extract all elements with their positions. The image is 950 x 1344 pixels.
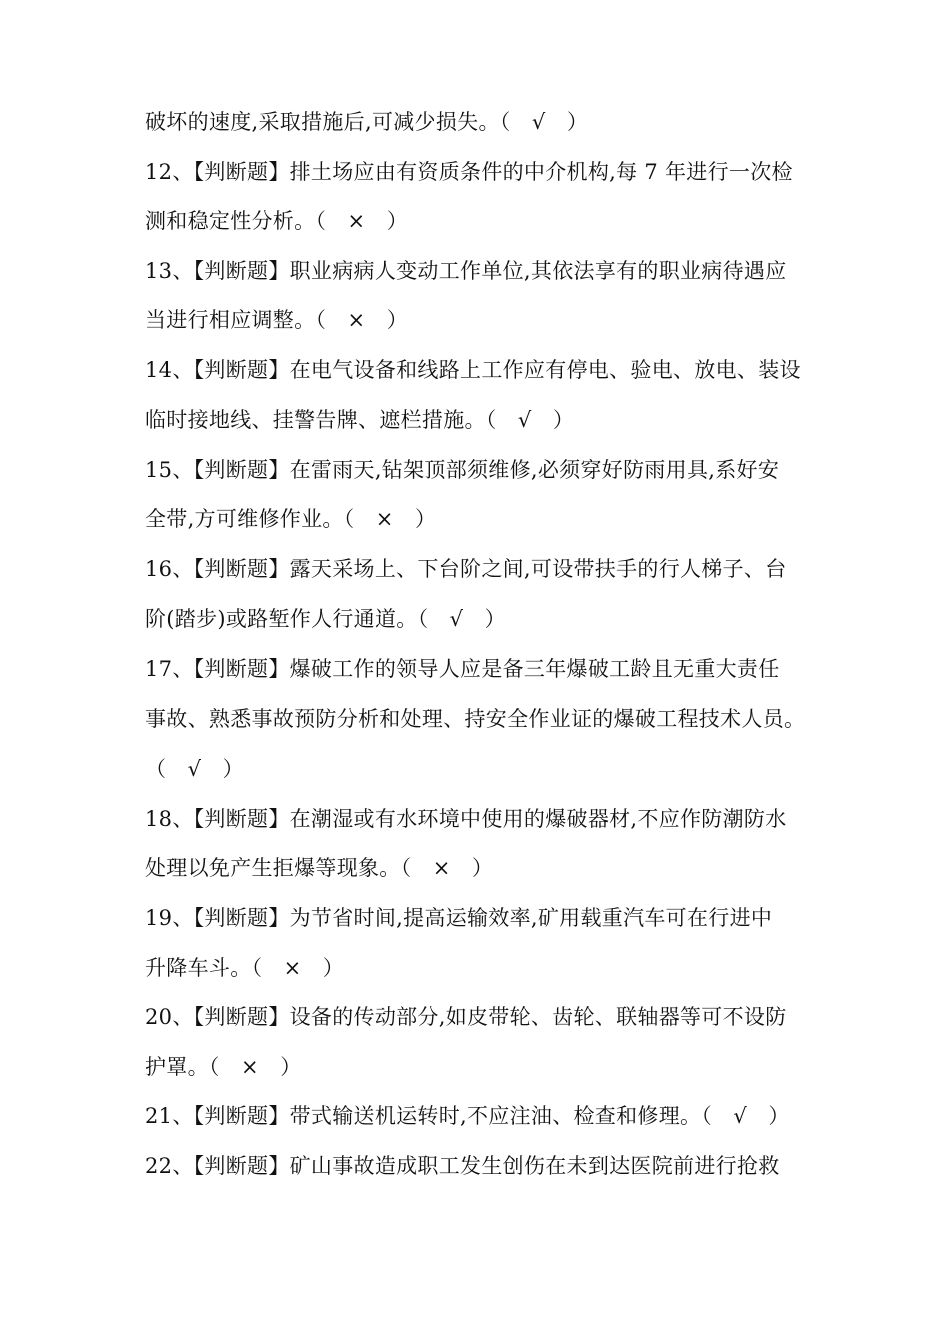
text-line: 升降车斗。（ × ）	[145, 956, 345, 980]
text-line: 22、【判断题】矿山事故造成职工发生创伤在未到达医院前进行抢救	[145, 1154, 780, 1178]
text-line: 事故、熟悉事故预防分析和处理、持安全作业证的爆破工程技术人员。	[145, 707, 806, 731]
text-line: 破坏的速度,采取措施后,可减少损失。（ √ ）	[145, 110, 589, 134]
text-line: 20、【判断题】设备的传动部分,如皮带轮、齿轮、联轴器等可不设防	[145, 1005, 787, 1029]
text-line: （ √ ）	[145, 757, 244, 781]
text-line: 19、【判断题】为节省时间,提高运输效率,矿用载重汽车可在行进中	[145, 906, 773, 930]
text-line: 12、【判断题】排土场应由有资质条件的中介机构,每 7 年进行一次检	[145, 160, 793, 184]
text-line: 阶(踏步)或路堑作人行通道。（ √ ）	[145, 607, 506, 631]
text-line: 21、【判断题】带式输送机运转时,不应注油、检查和修理。（ √ ）	[145, 1104, 790, 1128]
text-line: 17、【判断题】爆破工作的领导人应是备三年爆破工龄且无重大责任	[145, 657, 780, 681]
text-line: 测和稳定性分析。（ × ）	[145, 209, 408, 233]
text-line: 15、【判断题】在雷雨天,钻架顶部须维修,必须穿好防雨用具,系好安	[145, 458, 780, 482]
text-line: 当进行相应调整。（ × ）	[145, 308, 408, 332]
text-line: 14、【判断题】在电气设备和线路上工作应有停电、验电、放电、装设	[145, 358, 801, 382]
text-line: 处理以免产生拒爆等现象。（ × ）	[145, 856, 494, 880]
text-line: 13、【判断题】职业病病人变动工作单位,其依法享有的职业病待遇应	[145, 259, 787, 283]
text-line: 护罩。（ × ）	[145, 1055, 302, 1079]
text-line: 全带,方可维修作业。（ × ）	[145, 507, 437, 531]
text-line: 临时接地线、挂警告牌、遮栏措施。（ √ ）	[145, 408, 575, 432]
text-line: 16、【判断题】露天采场上、下台阶之间,可设带扶手的行人梯子、台	[145, 557, 787, 581]
text-line: 18、【判断题】在潮湿或有水环境中使用的爆破器材,不应作防潮防水	[145, 807, 787, 831]
